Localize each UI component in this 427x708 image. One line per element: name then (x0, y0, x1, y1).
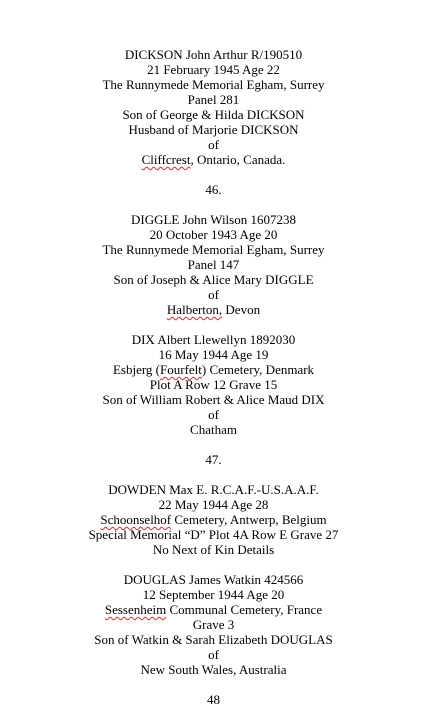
entry-of: of (208, 647, 219, 662)
cemetery-rest: Communal Cemetery, France (166, 602, 323, 617)
entry-panel: Panel 281 (187, 92, 240, 107)
place-rest: , Ontario, Canada. (190, 152, 286, 167)
entry-grave: Plot A Row 12 Grave 15 (149, 377, 278, 392)
page-number: 48 (207, 692, 220, 707)
cemetery-rest: Cemetery, Antwerp, Belgium (171, 512, 327, 527)
entry-name: DOUGLAS James Watkin 424566 (123, 572, 304, 587)
entry-panel: Panel 147 (187, 257, 240, 272)
entry-date: 12 September 1944 Age 20 (142, 587, 285, 602)
entry-diggle (0, 212, 427, 317)
entry-cemetery (0, 512, 427, 527)
entry-parents: Son of Watkin & Sarah Elizabeth DOUGLAS (94, 632, 333, 647)
misspelled-word: Schoonselhof (100, 512, 172, 527)
place-rest: Devon (222, 302, 261, 317)
entry-parents: Son of George & Hilda DICKSON (122, 107, 305, 122)
entry-name: DICKSON John Arthur R/190510 (124, 47, 303, 62)
entry-grave: Special Memorial “D” Plot 4A Row E Grave 27 (88, 527, 339, 542)
entry-name: DIGGLE John Wilson 1607238 (131, 212, 296, 227)
entry-dix (0, 332, 427, 437)
entry-of: of (208, 407, 219, 422)
cemetery-suffix: ) Cemetery, Denmark (201, 362, 315, 377)
entry-cemetery (0, 362, 427, 377)
entry-name: DIX Albert Llewellyn 1892030 (131, 332, 296, 347)
page-number: 47. (205, 452, 222, 467)
entry-date: 20 October 1943 Age 20 (149, 227, 278, 242)
entry-place (0, 302, 427, 317)
misspelled-word: Fourfelt (160, 362, 202, 377)
entry-spouse: Husband of Marjorie DICKSON (128, 122, 299, 137)
entry-memorial: The Runnymede Memorial Egham, Surrey (102, 242, 325, 257)
entry-place (0, 152, 427, 167)
page-number: 46. (205, 182, 222, 197)
entry-place: New South Wales, Australia (140, 662, 287, 677)
misspelled-word: Cliffcrest (141, 152, 191, 167)
entry-grave: Grave 3 (192, 617, 235, 632)
entry-kin: No Next of Kin Details (152, 542, 275, 557)
entry-dowden (0, 482, 427, 557)
entry-place: Chatham (190, 422, 237, 437)
entry-of: of (208, 137, 219, 152)
entry-of: of (208, 287, 219, 302)
entry-dickson (0, 47, 427, 167)
entry-douglas (0, 572, 427, 677)
entry-name: DOWDEN Max E. R.C.A.F.-U.S.A.A.F. (108, 482, 319, 497)
misspelled-word: Halberton, (166, 302, 223, 317)
cemetery-prefix: Esbjerg ( (112, 362, 161, 377)
misspelled-word: Sessenheim (104, 602, 167, 617)
entry-date: 21 February 1945 Age 22 (147, 62, 280, 77)
document-page (0, 47, 427, 707)
entry-parents: Son of William Robert & Alice Maud DIX (102, 392, 325, 407)
entry-memorial: The Runnymede Memorial Egham, Surrey (102, 77, 325, 92)
entry-date: 16 May 1944 Age 19 (158, 347, 269, 362)
entry-cemetery (0, 602, 427, 617)
entry-date: 22 May 1944 Age 28 (158, 497, 269, 512)
entry-parents: Son of Joseph & Alice Mary DIGGLE (113, 272, 314, 287)
